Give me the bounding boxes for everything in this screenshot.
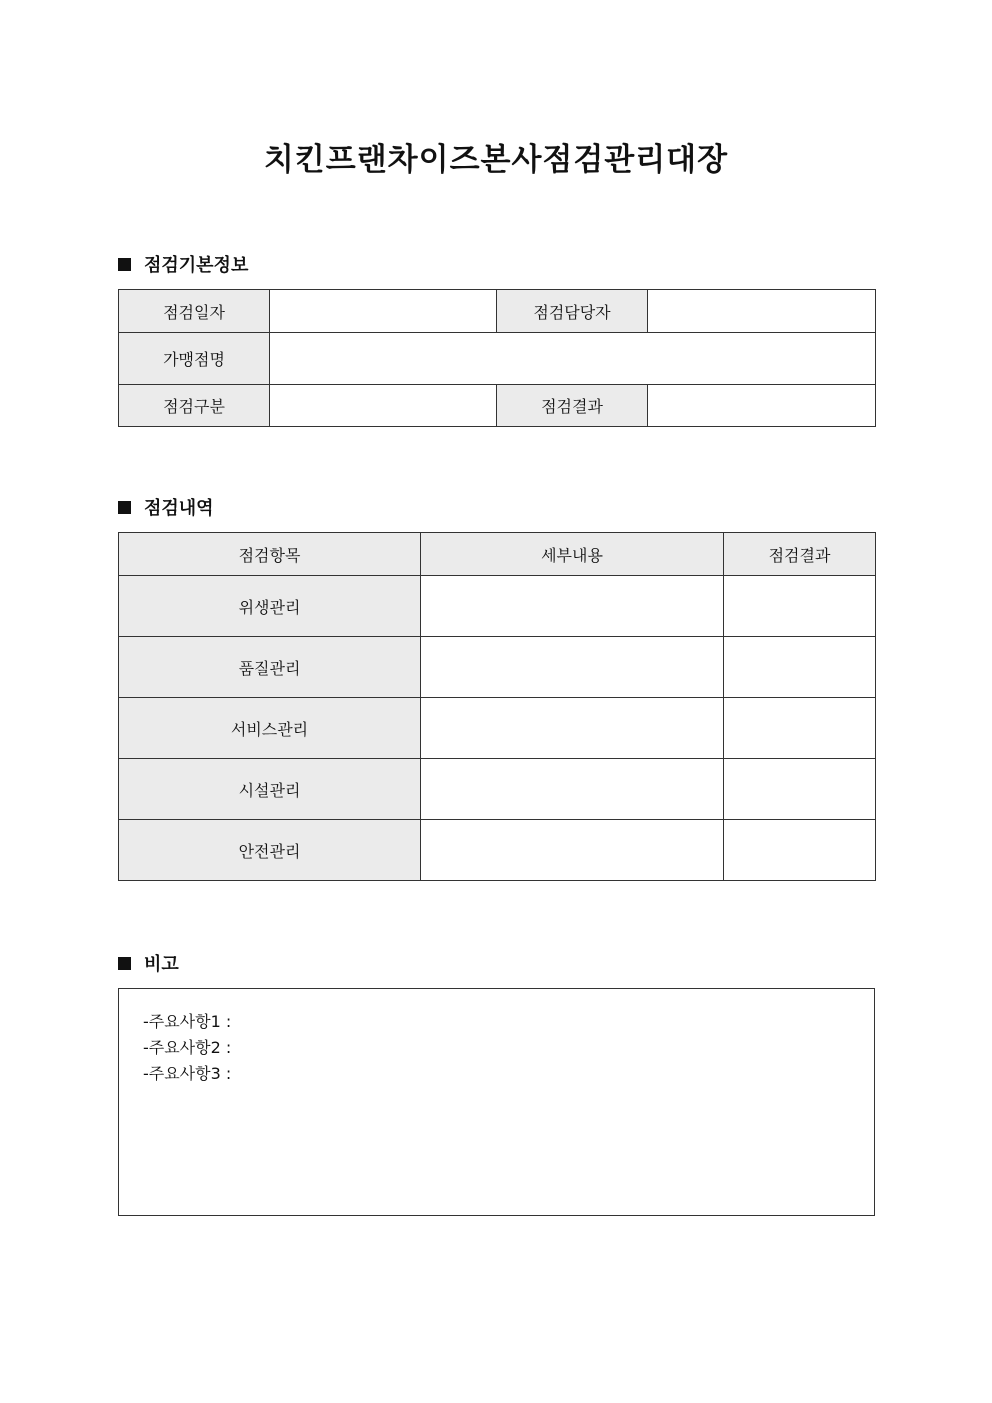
column-header-result: 점검결과: [724, 533, 876, 576]
result-cell[interactable]: [724, 759, 876, 820]
table-row: [119, 637, 876, 698]
basic-info-table: [118, 289, 876, 427]
detail-cell[interactable]: [421, 759, 724, 820]
category-field[interactable]: [270, 385, 497, 427]
table-row: [119, 290, 876, 333]
result-cell[interactable]: [724, 637, 876, 698]
table-row: [119, 820, 876, 881]
table-row: [119, 759, 876, 820]
date-label: 점검일자: [119, 290, 270, 333]
item-cell: 품질관리: [119, 637, 421, 698]
table-row: [119, 698, 876, 759]
square-bullet-icon: [118, 258, 131, 271]
item-cell: 위생관리: [119, 576, 421, 637]
item-cell: 서비스관리: [119, 698, 421, 759]
table-header-row: [119, 533, 876, 576]
details-table: [118, 532, 876, 881]
section-heading-remarks: [118, 950, 179, 976]
table-row: [119, 333, 876, 385]
result-field[interactable]: [648, 385, 876, 427]
remarks-line: -주요사항2 :: [143, 1038, 232, 1057]
inspector-field[interactable]: [648, 290, 876, 333]
detail-cell[interactable]: [421, 698, 724, 759]
square-bullet-icon: [118, 957, 131, 970]
item-cell: 안전관리: [119, 820, 421, 881]
detail-cell[interactable]: [421, 637, 724, 698]
remarks-line: -주요사항1 :: [143, 1012, 232, 1031]
store-name-field[interactable]: [270, 333, 876, 385]
result-label: 점검결과: [497, 385, 648, 427]
page-title: 치킨프랜차이즈본사점검관리대장: [263, 142, 729, 178]
result-cell[interactable]: [724, 698, 876, 759]
store-name-label: 가맹점명: [119, 333, 270, 385]
category-label: 점검구분: [119, 385, 270, 427]
column-header-item: 점검항목: [119, 533, 421, 576]
item-cell: 시설관리: [119, 759, 421, 820]
result-cell[interactable]: [724, 576, 876, 637]
remarks-box[interactable]: [118, 988, 875, 1216]
section-heading-basic-info: [118, 251, 248, 277]
date-field[interactable]: [270, 290, 497, 333]
table-row: [119, 385, 876, 427]
section-heading-label: 비고: [144, 954, 179, 975]
table-row: [119, 576, 876, 637]
square-bullet-icon: [118, 501, 131, 514]
section-heading-label: 점검내역: [144, 498, 214, 519]
inspector-label: 점검담당자: [497, 290, 648, 333]
remarks-line: -주요사항3 :: [143, 1064, 232, 1083]
detail-cell[interactable]: [421, 820, 724, 881]
section-heading-label: 점검기본정보: [144, 255, 249, 276]
result-cell[interactable]: [724, 820, 876, 881]
detail-cell[interactable]: [421, 576, 724, 637]
column-header-detail: 세부내용: [421, 533, 724, 576]
section-heading-details: [118, 494, 214, 520]
